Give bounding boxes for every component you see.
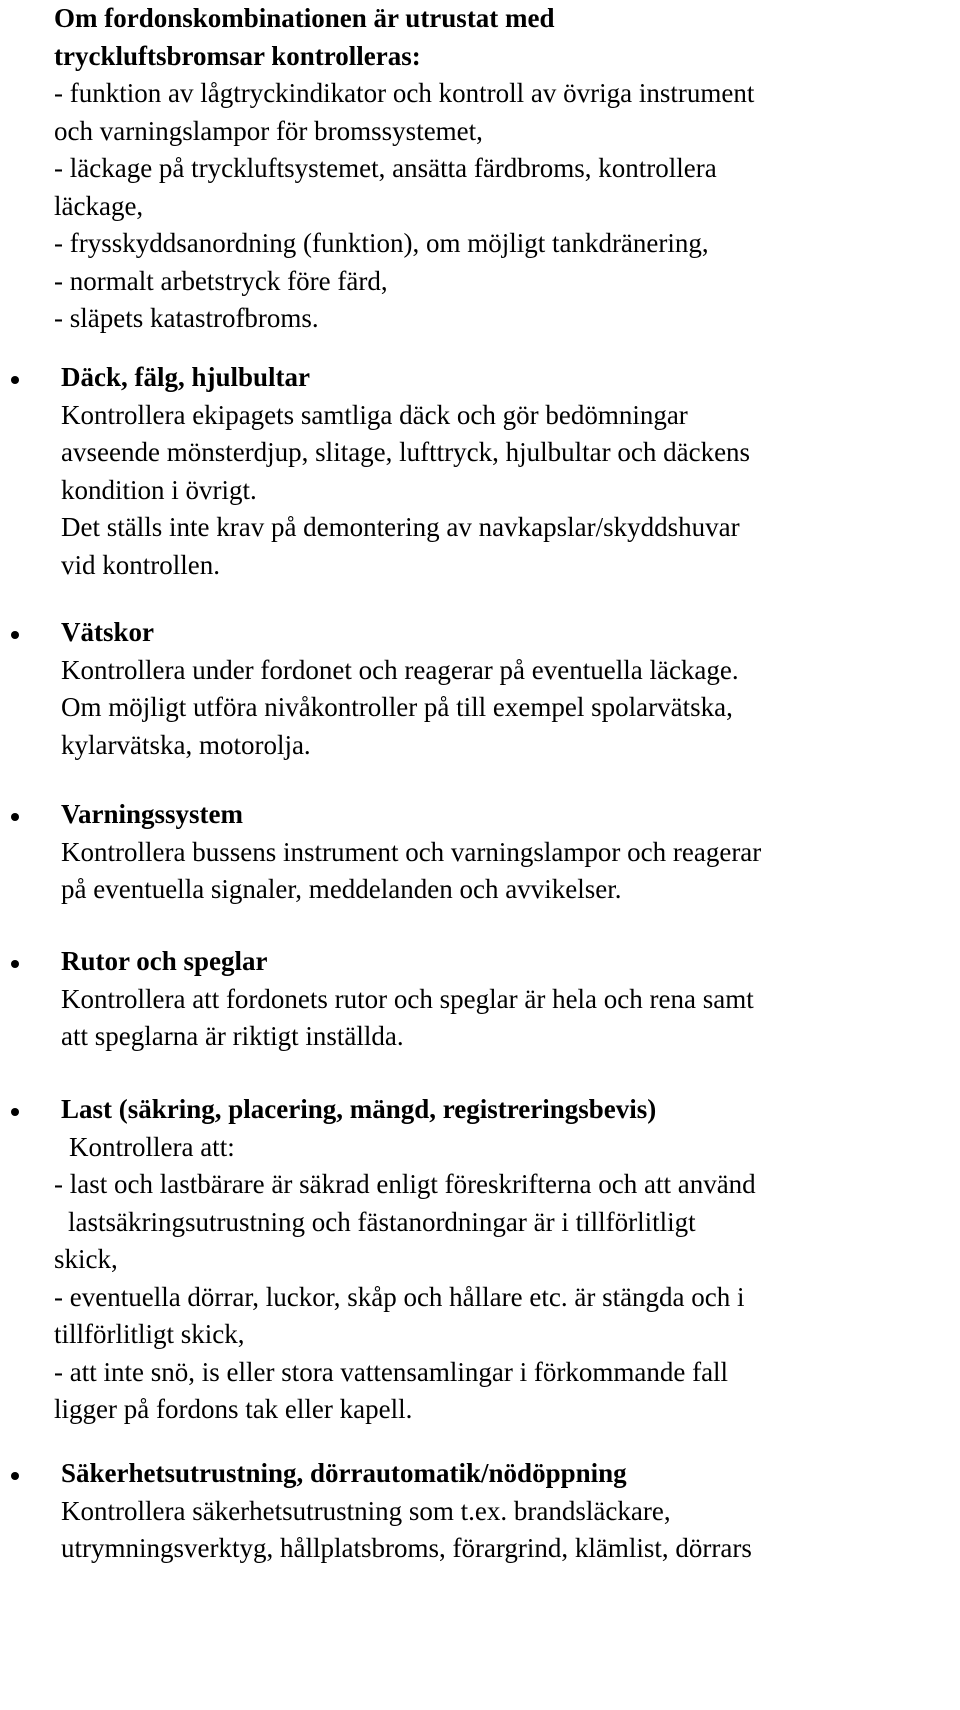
intro-line: - läckage på tryckluftsystemet, ansätta färdbroms, kontrollera	[54, 153, 717, 183]
section-warning-system	[61, 796, 960, 909]
section-line: ligger på fordons tak eller kapell.	[54, 1394, 413, 1424]
bullet-icon	[11, 1472, 19, 1480]
section-fluids	[61, 614, 960, 764]
section-line: lastsäkringsutrustning och fästanordningar är i tillförlitligt	[68, 1206, 696, 1237]
section-line: att speglarna är riktigt inställda.	[61, 1021, 404, 1051]
section-line: Det ställs inte krav på demontering av navkapslar/skyddshuvar	[61, 512, 740, 542]
bullet-icon	[11, 376, 19, 384]
intro-heading-line: tryckluftsbromsar kontrolleras:	[54, 40, 421, 71]
section-line: Kontrollera ekipagets samtliga däck och gör bedömningar	[61, 399, 688, 430]
section-line: - eventuella dörrar, luckor, skåp och hållare etc. är stängda och i	[54, 1281, 745, 1312]
section-line: på eventuella signaler, meddelanden och avvikelser.	[61, 874, 622, 904]
section-tires	[61, 359, 960, 584]
section-heading: Rutor och speglar	[61, 946, 268, 976]
bullet-icon	[11, 1108, 19, 1116]
section-line: avseende mönsterdjup, slitage, lufttryck, hjulbultar och däckens	[61, 437, 751, 467]
section-windows-mirrors	[61, 943, 960, 1056]
section-cargo	[54, 1091, 960, 1429]
intro-heading-line: Om fordonskombinationen är utrustat med	[54, 3, 555, 33]
intro-line: - frysskyddsanordning (funktion), om möjligt tankdränering,	[54, 228, 709, 258]
section-line: Om möjligt utföra nivåkontroller på till exempel spolarvätska,	[61, 692, 733, 722]
section-heading: Däck, fälg, hjulbultar	[61, 362, 311, 392]
bullet-icon	[11, 960, 19, 968]
section-line: Kontrollera säkerhetsutrustning som t.ex. brandsläckare,	[61, 1495, 671, 1526]
section-line: Kontrollera att fordonets rutor och speglar är hela och rena samt	[61, 983, 754, 1014]
section-safety-equipment	[61, 1455, 960, 1568]
intro-line: - funktion av lågtryckindikator och kontroll av övriga instrument	[54, 78, 755, 108]
section-heading: Last (säkring, placering, mängd, registreringsbevis)	[61, 1094, 657, 1124]
section-line: tillförlitligt skick,	[54, 1319, 245, 1349]
bullet-icon	[11, 631, 19, 639]
section-line: skick,	[54, 1244, 118, 1274]
section-line: Kontrollera att:	[69, 1131, 235, 1162]
section-heading: Vätskor	[61, 617, 154, 647]
section-line: vid kontrollen.	[61, 549, 220, 580]
section-line: kondition i övrigt.	[61, 474, 257, 505]
section-line: kylarvätska, motorolja.	[61, 729, 311, 760]
section-line: - att inte snö, is eller stora vattensamlingar i förkommande fall	[54, 1356, 729, 1387]
section-line: - last och lastbärare är säkrad enligt föreskrifterna och att använd	[54, 1169, 756, 1199]
section-line: utrymningsverktyg, hållplatsbroms, förargrind, klämlist, dörrars	[61, 1533, 752, 1563]
section-line: Kontrollera bussens instrument och varningslampor och reagerar	[61, 836, 762, 867]
intro-line: och varningslampor för bromssystemet,	[54, 115, 483, 146]
intro-line: läckage,	[54, 190, 144, 221]
bullet-icon	[11, 813, 19, 821]
intro-block	[54, 0, 954, 338]
section-line: Kontrollera under fordonet och reagerar på eventuella läckage.	[61, 654, 739, 685]
section-heading: Varningssystem	[61, 799, 244, 829]
intro-line: - normalt arbetstryck före färd,	[54, 265, 388, 296]
section-heading: Säkerhetsutrustning, dörrautomatik/nödöppning	[61, 1458, 627, 1488]
intro-line: - släpets katastrofbroms.	[54, 303, 319, 333]
